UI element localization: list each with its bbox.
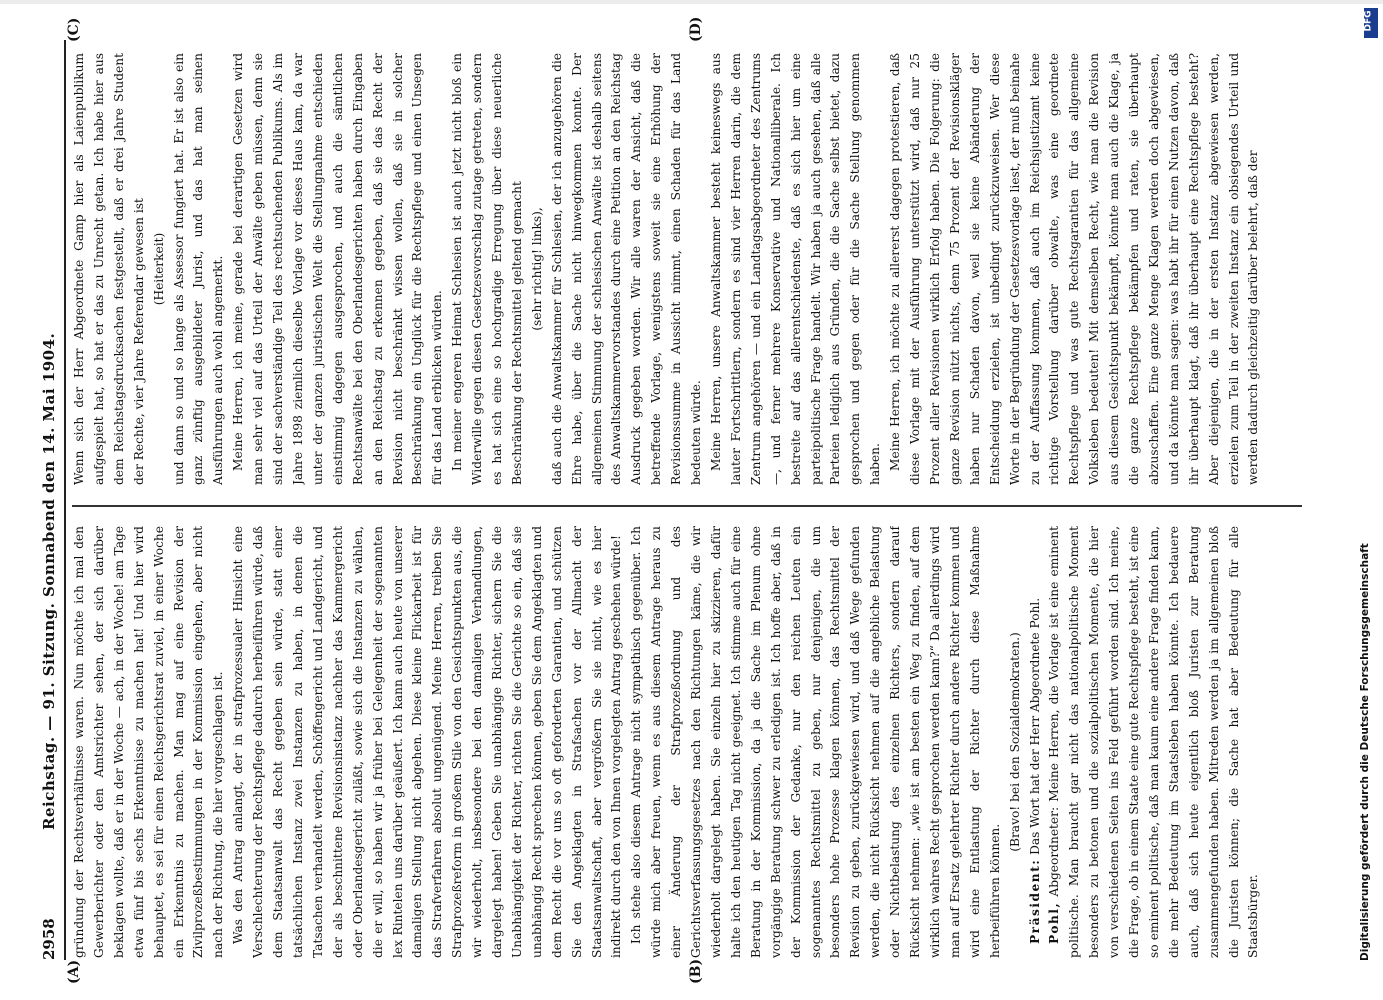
page-title: Reichstag. — 91. Sitzung. Sonnabend den 14. Mai 1904. bbox=[40, 332, 58, 830]
right-paragraph: und dann so und so lange als Assessor fungiert hat. Er ist also ein ganz zünftig ausgebildeter Jurist, und das hat man seinen Ausführungen auch wohl angemerkt. bbox=[171, 53, 226, 485]
president-text: Das Wort hat der Herr Abgeordnete Pohl. bbox=[1027, 597, 1042, 855]
left-paragraph: gründung der Rechtsverhältnisse waren. Nun möchte ich mal den Gewerberichter oder den Amtsrichter sehen, der sich darüber beklagen wollte, daß er in der Woche — ach, in der Woche! am Tage etwa fünf bis sechs Erkenntnisse zu machen hat! Und hier wird behauptet, es sei für einen Reichsgerichtsrat zuviel, in einer Woche ein Erkenntnis zu machen. Man mag auf eine Revision der Zivilprozeßbestimmungen in der Kommission eingehen, aber nicht nach der Richtung, die hier vorgeschlagen ist. bbox=[72, 526, 226, 958]
right-paragraph: Wenn sich der Herr Abgeordnete Gamp hier als Laienpublikum aufgespielt hat, so hat er das zu Unrecht getan. Ich habe hier aus dem Reichstagsdrucksachen festgestellt, daß er drei Jahre Student der Rechte, vier Jahre Referendar gewesen ist bbox=[72, 53, 146, 485]
president-paragraph bbox=[1026, 526, 1046, 958]
margin-marker-b: (B) bbox=[688, 958, 704, 984]
right-paragraph: Meine Herren, unsere Anwaltskammer besteht keineswegs aus lauter Fortschrittlern, sondern es sind vier Herren darin, die dem Zentrum angehören — und ein Landtagsabgeordneter des Zentrums —, und ferner mehrere Konservative und Nationalliberale. Ich bestreite auf das allerentschiedenste, daß es sich hier um eine parteipolitische Frage handelt. Wir haben ja auch gesehen, daß alle Parteien lediglich aus Gründen, die die Sache selbst bietet, dazu gesprochen und gegen oder für die Sache Stellung genommen haben. bbox=[709, 53, 883, 485]
dfg-logo-text: DFG bbox=[1363, 10, 1374, 32]
president-label: Präsident: bbox=[1027, 858, 1042, 944]
right-paragraph: Meine Herren, ich möchte zu allererst dagegen protestieren, daß diese Vorlage mit der Ausführung unterstützt wird, daß nur 25 Prozent aller Revisionen wirklich Erfolg haben. Die Folgerung: die ganze Revision nützt nichts, denn 75 Prozent der Revisionskläger haben nur Schaden davon, weil sie keine Abänderung der Entscheidung erzielen, ist unbedingt zurückzuweisen. Wer diese Worte in der Begründung der Gesetzesvorlage liest, der muß beinahe zu der Auffassung kommen, daß auch im Reichsjustizamt keine richtige Vorstellung darüber obwalte, was eine geordnete Rechtspflege und was gute Rechtsgarantien für das allgemeine Volksleben bedeuten! Mit demselben Recht, wie man die Revision aus diesem Gesichtspunkt bekämpft, könnte man auch die Klage, ja die ganze Rechtspflege bekämpfen und raten, sie überhaupt abzuschaffen. Eine ganze Menge Klagen werden doch abgewiesen, und da könnte man sagen: was habt ihr für einen Nutzen davon, daß ihr überhaupt klagt, daß ihr überhaupt eine Rechtspflege besteht? Aber diejenigen, die in der ersten Instanz abgewiesen werden, erzielen zum Teil in der zweiten Instanz ein obsiegendes Urteil und werden dadurch gleichzeitig darüber belehrt, daß der bbox=[888, 53, 1261, 485]
page-number: 2958 bbox=[40, 918, 58, 960]
digitization-credit bbox=[1360, 40, 1380, 980]
left-column bbox=[70, 526, 1302, 958]
credit-text: Digitalisierung gefördert durch die Deutsche Forschungsgemeinschaft bbox=[1359, 543, 1371, 961]
header-rule bbox=[64, 40, 66, 960]
pohl-text: Abgeordneter: Meine Herren, die Vorlage ist eine eminent politische. Man braucht gar nicht das nationalpolitische Moment besonders zu betonen und die sozialpolitischen Momente, die hier von verschiedenen Seiten ins Feld geführt worden sind. Ich meine, die Frage, ob in einem Staate eine gute Rechtspflege besteht, ist eine so eminent politische, daß man kaum eine andere Frage finden kann, die mehr Bedeutung im Staatsleben haben könnte. Ich bedauere auch, daß sich heute eigentlich bloß Juristen zur Beratung zusammengefunden haben. Mitreden werden ja im allgemeinen bloß die Juristen können; die Sache hat aber Bedeutung für alle Staatsbürger. bbox=[1047, 526, 1261, 958]
applause-note: (Bravo! bei den Sozialdemokraten.) bbox=[1007, 632, 1022, 852]
right-column bbox=[70, 53, 1302, 485]
pohl-label: Pohl, bbox=[1047, 901, 1062, 944]
margin-marker-c: (C) bbox=[66, 17, 82, 42]
margin-marker-a: (A) bbox=[66, 959, 82, 984]
laughter-note: (Heiterkeit) bbox=[151, 232, 166, 306]
right-paragraph: In meiner engeren Heimat Schlesien ist auch jetzt nicht bloß ein Widerwille gegen diesen Gesetzesvorschlag zutage getreten, sondern es hat sich eine so hochgradige Erregung über diese neuerliche Beschränkung der Rechtsmittel geltend gemacht bbox=[450, 53, 524, 485]
right-paragraph: daß auch die Anwaltskammer für Schlesien, der ich anzugehören die Ehre habe, über die Sache nicht hinwegkommen konnte. Der allgemeinen Stimmung der schlesischen Anwälte ist deshalb seitens des Anwaltskammervorstandes durch eine Petition an den Reichstag Ausdruck gegeben worden. Wir alle waren der Ansicht, daß die betreffende Vorlage, wenigstens soweit sie eine Erhöhung der Revisionssumme in Aussicht nimmt, einen Schaden für das Land bedeuten würde. bbox=[549, 53, 704, 485]
right-paragraph: Meine Herren, ich meine, gerade bei derartigen Gesetzen wird man sehr viel auf das Urteil der Anwälte geben müssen, denn sie sind der sachverständige Teil des rechtsuchenden Publikums. Als im Jahre 1898 ziemlich dieselbe Vorlage vor dieses Haus kam, da war unter der ganzen juristischen Welt die Stellungnahme entschieden einstimmig dagegen ausgesprochen, und auch die sämtlichen Rechtsanwälte bei den Oberlandesgerichten haben durch Eingaben an den Reichstag zu erkennen gegeben, daß sie das Recht der Revision nicht beschränkt wissen wollen, daß sie in solcher Beschränkung ein Unglück für die Rechtspflege und einen Unsegen für das Land erblicken würden. bbox=[231, 53, 445, 485]
margin-marker-d: (D) bbox=[688, 16, 704, 42]
dfg-logo-icon bbox=[1364, 8, 1378, 38]
interjection-note: (sehr richtig! links), bbox=[529, 207, 544, 331]
page-header bbox=[38, 40, 66, 960]
column-divider bbox=[72, 506, 1302, 508]
pohl-paragraph bbox=[1045, 526, 1264, 958]
left-paragraph: Was den Antrag anlangt, der in strafprozessualer Hinsicht eine Verschlechterung der Rechtspflege dadurch herbeiführen würde, daß dem Staatsanwalt das Recht gegeben sein würde, statt einer tatsächlichen Instanz zwei Instanzen zu haben, in denen die Tatsachen verhandelt werden, Schöffengericht und Landgericht, und der als beschnittene Revisionsinstanz nachher das Kammergericht oder Oberlandesgericht zuläßt, sowie sich die Instanzen zu wählen, die er will, so haben wir ja früher bei Gelegenheit der sogenannten lex Rintelen uns darüber geäußert. Ich kann auch heute von unserer damaligen Stellung nicht abgehen. Diese kleine Flickarbeit ist für das Strafverfahren absolut ungenügend. Meine Herren, treiben Sie Strafprozeßreform in großem Stile von den Gesichtspunkten aus, die wir wiederholt, insbesondere bei den damaligen Verhandlungen, dargelegt haben! Geben Sie unabhängige Richter, sichern Sie die Unabhängigkeit der Richter, richten Sie die Gerichte so ein, daß sie unabhängig Recht sprechen können, geben Sie dem Angeklagten und dem Recht die vor uns so oft geforderten Garantien, und schützen Sie den Angeklagten in Strafsachen vor der Allmacht der Staatsanwaltschaft, aber vergrößern Sie sie nicht, wie es hier indirekt durch den von Ihnen vorgelegten Antrag geschehen würde! bbox=[231, 526, 624, 958]
left-paragraph: Ich stehe also diesem Antrage nicht sympathisch gegenüber. Ich würde mich aber freuen, wenn es aus diesem Antrage heraus zu einer Änderung der Strafprozeßordnung und des Gerichtsverfassungsgesetzes nach den Richtungen käme, die wir wiederholt dargelegt haben. Sie einzeln hier zu skizzieren, dafür halte ich den heutigen Tag nicht geeignet. Ich stimme auch für eine Beratung in der Kommission, da ja die Sache im Plenum ohne vorgängige Beratung schwer zu erledigen ist. Ich hoffe aber, daß in der Kommission der Gedanke, nur den reichen Leuten ein sogenanntes Rechtsmittel zu geben, nur denjenigen, die um besonders hohe Prozesse klagen können, das Rechtsmittel der Revision zu geben, zurückgewiesen wird, und daß Wege gefunden werden, die nicht Rücksicht nehmen auf die angebliche Belastung oder Nichtbelastung des einzelnen Richters, sondern darauf Rücksicht nehmen: „wie ist am besten ein Weg zu finden, auf dem wirklich wahres Recht gesprochen werden kann?“ Da allerdings wird man auf Ersatz gelehrter Richter durch andere Richter kommen und wird eine Entlastung der Richter durch diese Maßnahme herbeiführen können. bbox=[629, 526, 1002, 958]
